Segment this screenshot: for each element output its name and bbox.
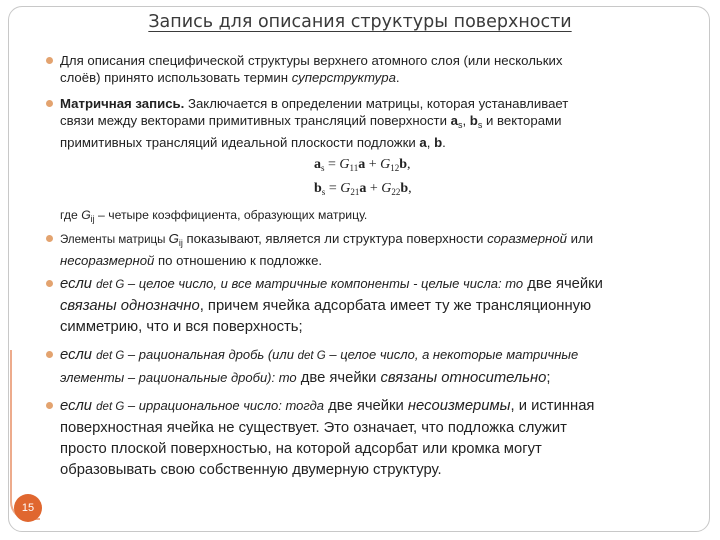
bullet-icon [46, 351, 53, 358]
equation-as: $a_s = G_{11}a + G_{12}b$, [314, 157, 411, 173]
bullet-icon [46, 402, 53, 409]
term-superstructure: суперструктура [291, 70, 396, 85]
bullet-icon [46, 280, 53, 287]
bullet-icon [46, 235, 53, 242]
matrix-notation-heading: Матричная запись. [60, 96, 185, 111]
paragraph-matrix-notation: Матричная запись. Заключается в определении матрицы, которая устанавливает связи между векторами примитивных трансляций поверхности $a_s$, $b_s$ и векторами примитивных трансляций идеальной плоскости подложки a, b. [60, 95, 700, 151]
bullet-icon [46, 57, 53, 64]
equation-bs: $b_s = G_{21}a + G_{22}b$, [314, 181, 412, 197]
page-number-badge: 15 [14, 494, 42, 522]
bullet-icon [46, 100, 53, 107]
paragraph-matrix-elements: Элементы матрицы $G_{ij}$ показывают, является ли структура поверхности соразмерной или несоразмерной по отношению к подложке. [60, 230, 700, 269]
term-commensurate: соразмерной [487, 231, 567, 246]
paragraph-integer-case: если det G – целое число, и все матричные компоненты - целые числа: то две ячейки связаны однозначно, причем ячейка адсорбата имеет ту же трансляционную симметрию, что и вся поверхность; [60, 273, 700, 338]
slide-title: Запись для описания структуры поверхности [148, 12, 572, 32]
paragraph-superstructure: Для описания специфической структуры верхнего атомного слоя (или нескольких слоёв) принято использовать термин суперструктура. [60, 52, 700, 86]
paragraph-irrational-case: если det G – иррациональное число: тогда две ячейки несоизмеримы, и истинная поверхностная ячейка не существует. Это означает, что подложка служит просто плоской поверхностью, на которой адсорбат или кромка могут образовывать свою собственную двумерную структуру. [60, 395, 700, 481]
paragraph-rational-case: если det G – рациональная дробь (или det G – целое число, а некоторые матричные элементы – рациональные дроби): то две ячейки связаны относительно; [60, 344, 700, 389]
coefficients-note: где $G_{ij}$ – четыре коэффициента, образующих матрицу. [60, 208, 368, 224]
term-incommensurate: несоразмерной [60, 253, 155, 268]
